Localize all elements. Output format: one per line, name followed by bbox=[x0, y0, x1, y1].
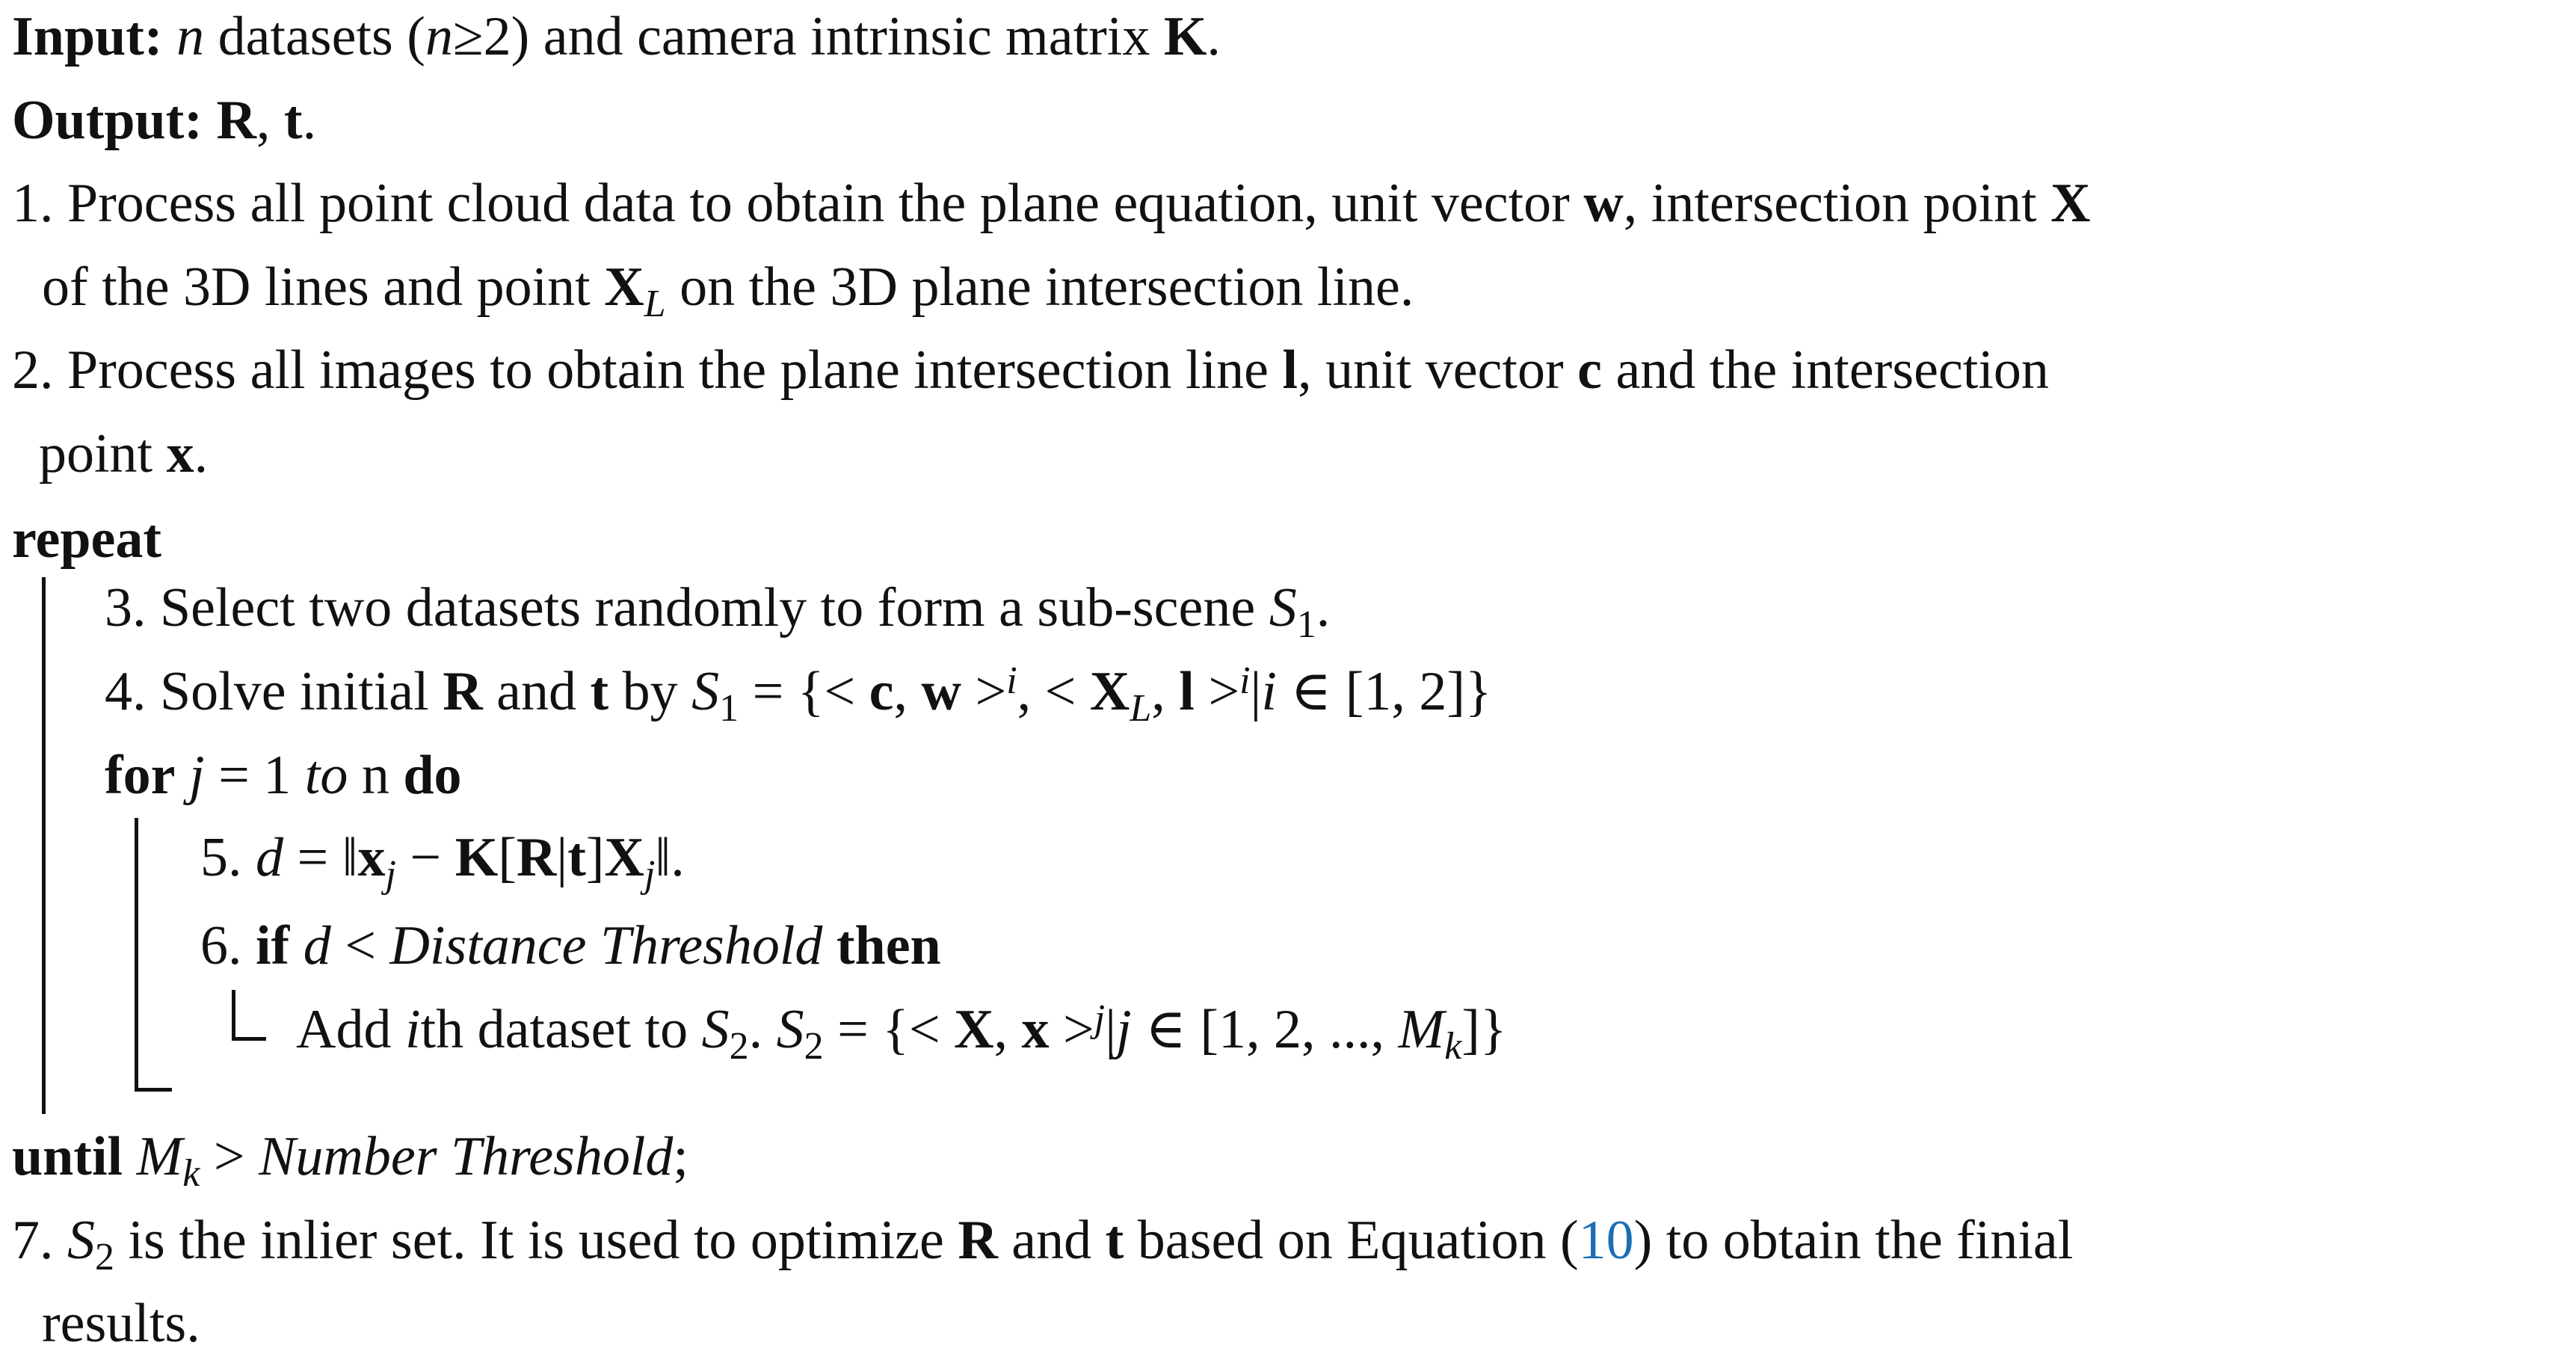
step-1-line-1: 1. Process all point cloud data to obtain the plane equation, unit vector w, intersection point X bbox=[12, 173, 2091, 234]
until-line: until $M_k$ > Number Threshold; bbox=[12, 1126, 688, 1195]
step-3-line: 3. Select two datasets randomly to form a sub-scene $S_1$. bbox=[105, 577, 1331, 646]
for-line: for j = 1 to n do bbox=[105, 745, 462, 806]
if-bracket bbox=[232, 990, 235, 1041]
step-2-line-1: 2. Process all images to obtain the plane intersection line l, unit vector c and the intersection bbox=[12, 339, 2049, 401]
output-line: Output: R, t. bbox=[12, 90, 317, 151]
step-7-line-1: 7. $S_2$ is the inlier set. It is used to optimize R and t based on Equation (10) to obtain the finial bbox=[12, 1210, 2074, 1278]
for-bracket-foot bbox=[135, 1088, 172, 1092]
if-bracket-foot bbox=[232, 1037, 266, 1041]
input-line: Input: n datasets (n≥2) and camera intrinsic matrix K. bbox=[12, 6, 1221, 67]
repeat-keyword: repeat bbox=[12, 508, 161, 570]
step-7-line-2: results. bbox=[42, 1293, 200, 1354]
step-6-line: 6. if d < Distance Threshold then bbox=[200, 915, 941, 976]
step-4-line: 4. Solve initial R and t by $S_1$ = {< c, w >$^i$, < $X_L$, l >$^i$|i ∈ [1, 2]} bbox=[105, 659, 1492, 730]
equation-reference-link[interactable]: 10 bbox=[1578, 1210, 1634, 1271]
step-1-line-2: of the 3D lines and point $X_L$ on the 3D plane intersection line. bbox=[42, 256, 1414, 325]
add-dataset-line: Add ith dataset to $S_2$. $S_2$ = {< X, x >$^j$|j ∈ [1, 2, ..., $M_k$]} bbox=[296, 997, 1507, 1068]
step-5-line: 5. $d = ‖x_j$ − $K[R|t]X_j‖$. bbox=[200, 827, 685, 896]
repeat-bracket bbox=[42, 577, 46, 1114]
for-bracket bbox=[135, 818, 138, 1092]
step-2-line-2: point x. bbox=[39, 423, 209, 484]
